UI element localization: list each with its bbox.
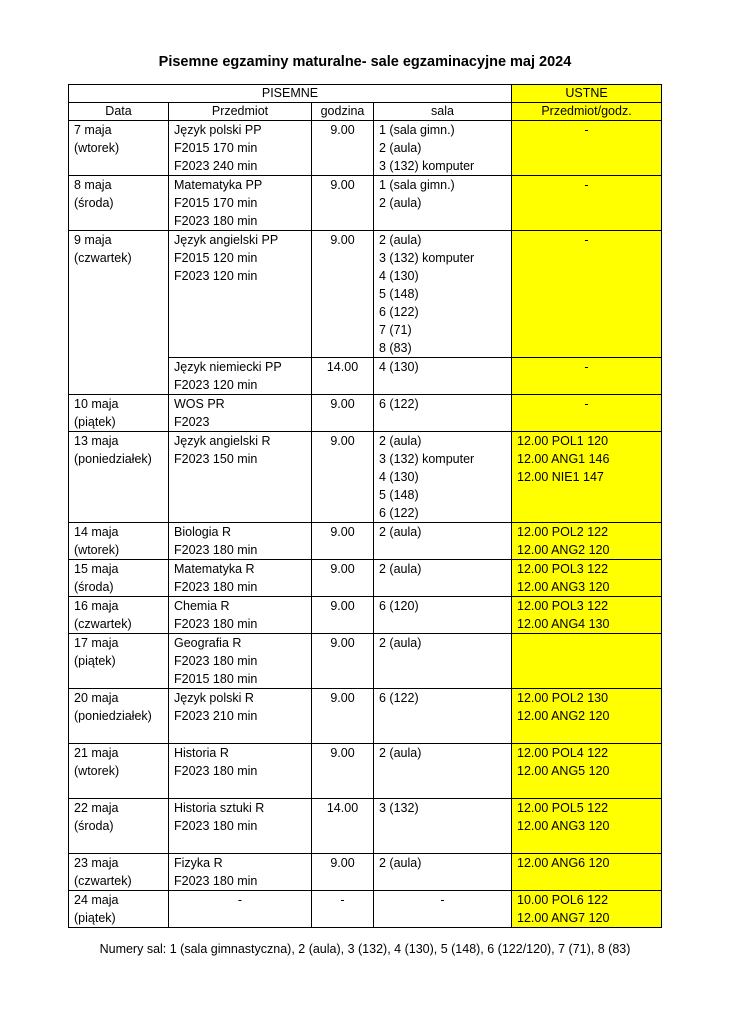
table-row [69,395,662,432]
cell-line: F2023 120 min [174,269,258,283]
subject-cell [169,689,312,744]
time-cell [312,854,374,891]
subject-cell [169,358,312,395]
room-cell [374,634,512,689]
cell-line: Matematyka PP [174,178,263,192]
header-przedmiot: Przedmiot [169,103,312,121]
cell-line: 2 (aula) [379,562,422,576]
cell-line: Historia R [174,746,229,760]
cell-line: 12.00 ANG1 146 [517,452,610,466]
table-row [69,744,662,799]
cell-line: F2023 180 min [174,874,258,888]
time-cell [312,432,374,523]
time-cell [312,560,374,597]
oral-exam-cell [512,432,662,523]
time-cell [312,121,374,176]
table-body [69,121,662,928]
header-data: Data [69,103,169,121]
room-cell [374,176,512,231]
oral-exam-cell [512,854,662,891]
cell-line: 9 maja [74,233,112,247]
subject-cell [169,395,312,432]
oral-exam-cell [512,597,662,634]
cell-line: 3 (132) komputer [379,159,475,173]
cell-line: Chemia R [174,599,230,613]
cell-line: (środa) [74,196,114,210]
time-cell [312,597,374,634]
cell-line: - [237,893,243,907]
subject-cell [169,176,312,231]
cell-line: (wtorek) [74,764,120,778]
room-cell [374,597,512,634]
room-numbers-footnote: Numery sal: 1 (sala gimnastyczna), 2 (aula), 3 (132), 4 (130), 5 (148), 6 (122/120), 7 (71), 8 (83) [99,942,631,956]
cell-line: 12.00 POL2 122 [517,525,609,539]
cell-line: 7 maja [74,123,112,137]
cell-line: F2023 180 min [174,543,258,557]
cell-line: (środa) [74,819,114,833]
table-row [69,634,662,689]
cell-line: F2023 240 min [174,159,258,173]
cell-line: 12.00 POL3 122 [517,599,609,613]
cell-line: (wtorek) [74,141,120,155]
cell-line: 10.00 POL6 122 [517,893,609,907]
time-value: 9.00 [330,636,355,650]
table-row [69,689,662,744]
cell-line: 2 (aula) [379,141,422,155]
oral-exam-cell [512,121,662,176]
oral-exam-cell [512,634,662,689]
cell-line: Język angielski R [174,434,271,448]
time-value: 9.00 [330,562,355,576]
time-value: 9.00 [330,525,355,539]
cell-line: F2015 120 min [174,251,258,265]
cell-line: Biologia R [174,525,231,539]
table-row [69,854,662,891]
cell-line: - [584,123,589,137]
date-cell [69,891,169,928]
time-cell [312,799,374,854]
cell-line: F2023 180 min [174,580,258,594]
room-cell [374,891,512,928]
subject-cell [169,231,312,358]
cell-line: 3 (132) [379,801,419,815]
table-row [69,231,662,358]
cell-line: (czwartek) [74,617,132,631]
table-row [69,176,662,231]
cell-line: Matematyka R [174,562,255,576]
oral-exam-cell [512,891,662,928]
oral-exam-cell [512,744,662,799]
oral-exam-cell [512,395,662,432]
date-cell [69,523,169,560]
table-row [69,560,662,597]
header-pisemne: PISEMNE [69,85,512,103]
table-row [69,121,662,176]
cell-line: 12.00 POL5 122 [517,801,609,815]
cell-line: F2023 120 min [174,378,258,392]
room-cell [374,121,512,176]
cell-line: 20 maja [74,691,119,705]
room-cell [374,799,512,854]
cell-line: Język polski PP [174,123,262,137]
cell-line: 6 (122) [379,691,419,705]
cell-line: 12.00 NIE1 147 [517,470,604,484]
cell-line: 5 (148) [379,488,419,502]
header-ustne-przedmiot: Przedmiot/godz. [512,103,662,121]
cell-line: F2023 150 min [174,452,258,466]
date-cell [69,432,169,523]
cell-line: (wtorek) [74,543,120,557]
cell-line: Fizyka R [174,856,223,870]
time-value: 9.00 [330,856,355,870]
room-cell [374,231,512,358]
header-ustne: USTNE [512,85,662,103]
cell-line: 12.00 ANG7 120 [517,911,610,925]
cell-line: F2023 180 min [174,819,258,833]
oral-exam-cell [512,799,662,854]
subject-cell [169,744,312,799]
time-value: 9.00 [330,178,355,192]
cell-line: (czwartek) [74,874,132,888]
room-cell [374,744,512,799]
time-cell [312,744,374,799]
cell-line: Historia sztuki R [174,801,265,815]
cell-line: Język polski R [174,691,254,705]
cell-line: 2 (aula) [379,746,422,760]
cell-line: F2015 170 min [174,196,258,210]
page-title: Pisemne egzaminy maturalne- sale egzaminacyjne maj 2024 [158,54,572,70]
time-cell [312,395,374,432]
time-value: 9.00 [330,233,355,247]
cell-line: 12.00 ANG6 120 [517,856,610,870]
cell-line: 3 (132) komputer [379,452,475,466]
oral-exam-cell [512,358,662,395]
room-cell [374,432,512,523]
date-cell [69,560,169,597]
cell-line: 23 maja [74,856,119,870]
cell-line: 2 (aula) [379,856,422,870]
cell-line: - [584,233,589,247]
room-cell [374,854,512,891]
cell-line: 21 maja [74,746,119,760]
cell-line: 8 (83) [379,341,412,355]
date-cell [69,231,169,395]
date-cell [69,634,169,689]
cell-line: 5 (148) [379,287,419,301]
cell-line: 6 (122) [379,506,419,520]
date-cell [69,395,169,432]
time-value: - [340,893,345,907]
header-sala: sala [374,103,512,121]
room-cell [374,395,512,432]
time-value: 14.00 [326,801,359,815]
cell-line: - [584,178,589,192]
cell-line: 1 (sala gimn.) [379,178,455,192]
time-cell [312,523,374,560]
cell-line: (czwartek) [74,251,132,265]
cell-line: (środa) [74,580,114,594]
cell-line: WOS PR [174,397,225,411]
cell-line: 12.00 ANG4 130 [517,617,610,631]
cell-line: 4 (130) [379,470,419,484]
cell-line: F2015 170 min [174,141,258,155]
cell-line: 2 (aula) [379,525,422,539]
table-row [69,432,662,523]
cell-line: F2023 180 min [174,214,258,228]
room-cell [374,358,512,395]
oral-exam-cell [512,689,662,744]
time-value: 9.00 [330,746,355,760]
subject-cell [169,432,312,523]
subject-cell [169,121,312,176]
cell-line: 24 maja [74,893,119,907]
time-value: 9.00 [330,397,355,411]
time-value: 9.00 [330,123,355,137]
table-row [69,799,662,854]
table-column-header-row [69,103,662,121]
cell-line: Język niemiecki PP [174,360,282,374]
time-cell [312,891,374,928]
exam-schedule-table [68,84,662,928]
cell-line: 12.00 POL1 120 [517,434,609,448]
date-cell [69,176,169,231]
cell-line: F2015 180 min [174,672,258,686]
cell-line: 4 (130) [379,360,419,374]
time-cell [312,176,374,231]
cell-line: - [440,893,445,907]
cell-line: 17 maja [74,636,119,650]
cell-line: 6 (122) [379,305,419,319]
date-cell [69,689,169,744]
cell-line: F2023 180 min [174,764,258,778]
cell-line: F2023 210 min [174,709,258,723]
room-cell [374,560,512,597]
time-cell [312,634,374,689]
time-cell [312,358,374,395]
cell-line: (poniedziałek) [74,452,152,466]
subject-cell [169,854,312,891]
table-row [69,891,662,928]
cell-line: 2 (aula) [379,636,422,650]
cell-line: 12.00 POL2 130 [517,691,609,705]
subject-cell [169,799,312,854]
oral-exam-cell [512,560,662,597]
cell-line: 2 (aula) [379,233,422,247]
time-cell [312,231,374,358]
table-row [69,523,662,560]
date-cell [69,121,169,176]
cell-line: (piątek) [74,415,116,429]
time-value: 9.00 [330,691,355,705]
room-cell [374,689,512,744]
cell-line: 6 (120) [379,599,419,613]
date-cell [69,799,169,854]
cell-line: 2 (aula) [379,434,422,448]
subject-cell [169,634,312,689]
cell-line: (piątek) [74,654,116,668]
cell-line: 12.00 ANG3 120 [517,580,610,594]
subject-cell [169,523,312,560]
cell-line: (piątek) [74,911,116,925]
cell-line: 4 (130) [379,269,419,283]
cell-line: Geografia R [174,636,242,650]
cell-line: 6 (122) [379,397,419,411]
room-cell [374,523,512,560]
cell-line: 15 maja [74,562,119,576]
cell-line: 12.00 POL3 122 [517,562,609,576]
time-value: 14.00 [326,360,359,374]
date-cell [69,744,169,799]
cell-line: 12.00 ANG3 120 [517,819,610,833]
subject-cell [169,891,312,928]
cell-line: (poniedziałek) [74,709,152,723]
cell-line: F2023 [174,415,210,429]
table-row [69,597,662,634]
table-group-header-row [69,85,662,103]
oral-exam-cell [512,176,662,231]
cell-line: - [584,397,589,411]
cell-line: 8 maja [74,178,112,192]
oral-exam-cell [512,231,662,358]
date-cell [69,854,169,891]
date-cell [69,597,169,634]
cell-line: 13 maja [74,434,119,448]
cell-line: 2 (aula) [379,196,422,210]
cell-line: 3 (132) komputer [379,251,475,265]
time-cell [312,689,374,744]
cell-line: Język angielski PP [174,233,279,247]
cell-line: F2023 180 min [174,617,258,631]
cell-line: 12.00 ANG2 120 [517,543,610,557]
time-value: 9.00 [330,434,355,448]
cell-line: 14 maja [74,525,119,539]
header-godzina: godzina [312,103,374,121]
cell-line: 7 (71) [379,323,412,337]
cell-line: 16 maja [74,599,119,613]
subject-cell [169,597,312,634]
oral-exam-cell [512,523,662,560]
cell-line: 12.00 ANG5 120 [517,764,610,778]
cell-line: 12.00 ANG2 120 [517,709,610,723]
cell-line: 1 (sala gimn.) [379,123,455,137]
cell-line: 22 maja [74,801,119,815]
cell-line: 10 maja [74,397,119,411]
time-value: 9.00 [330,599,355,613]
cell-line: 12.00 POL4 122 [517,746,609,760]
cell-line: - [584,360,589,374]
cell-line: F2023 180 min [174,654,258,668]
subject-cell [169,560,312,597]
